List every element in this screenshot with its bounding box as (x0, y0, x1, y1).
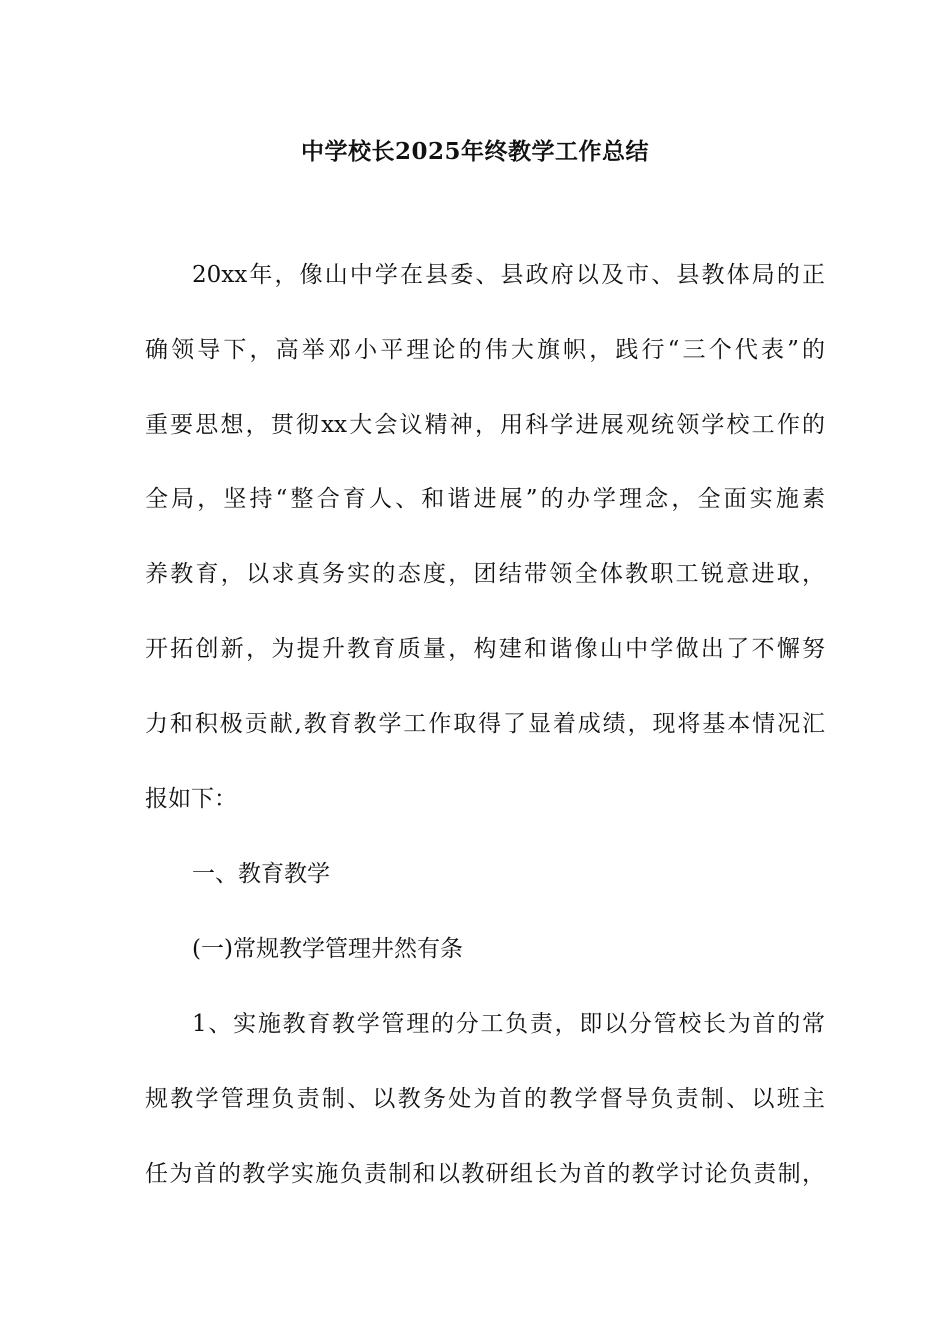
paragraph-line: 确领导下，高举邓小平理论的伟大旗帜，践行“三个代表”的 (145, 337, 825, 363)
paragraph-line: 全局，坚持“整合育人、和谐进展”的办学理念，全面实施素 (145, 486, 825, 512)
section-heading: 一、教育教学 (192, 861, 330, 887)
paragraph-line: 开拓创新，为提升教育质量，构建和谐像山中学做出了不懈努 (145, 636, 825, 662)
paragraph-line: 报如下： (145, 786, 237, 812)
paragraph-line: 20xx年，像山中学在县委、县政府以及市、县教体局的正 (192, 262, 825, 288)
paragraph-line: 任为首的教学实施负责制和以教研组长为首的教学讨论负责制， (145, 1161, 825, 1187)
paragraph-line: 1、实施教育教学管理的分工负责，即以分管校长为首的常 (192, 1011, 825, 1037)
paragraph-line: 力和积极贡献,教育教学工作取得了显着成绩，现将基本情况汇 (145, 711, 825, 737)
paragraph-line: 规教学管理负责制、以教务处为首的教学督导负责制、以班主 (145, 1086, 825, 1112)
paragraph-line: 重要思想，贯彻xx大会议精神，用科学进展观统领学校工作的 (145, 412, 825, 438)
document-title: 中学校长2025年终教学工作总结 (300, 138, 649, 165)
subsection-heading: (一)常规教学管理井然有条 (192, 936, 463, 962)
paragraph-line: 养教育，以求真务实的态度，团结带领全体教职工锐意进取， (145, 561, 825, 587)
